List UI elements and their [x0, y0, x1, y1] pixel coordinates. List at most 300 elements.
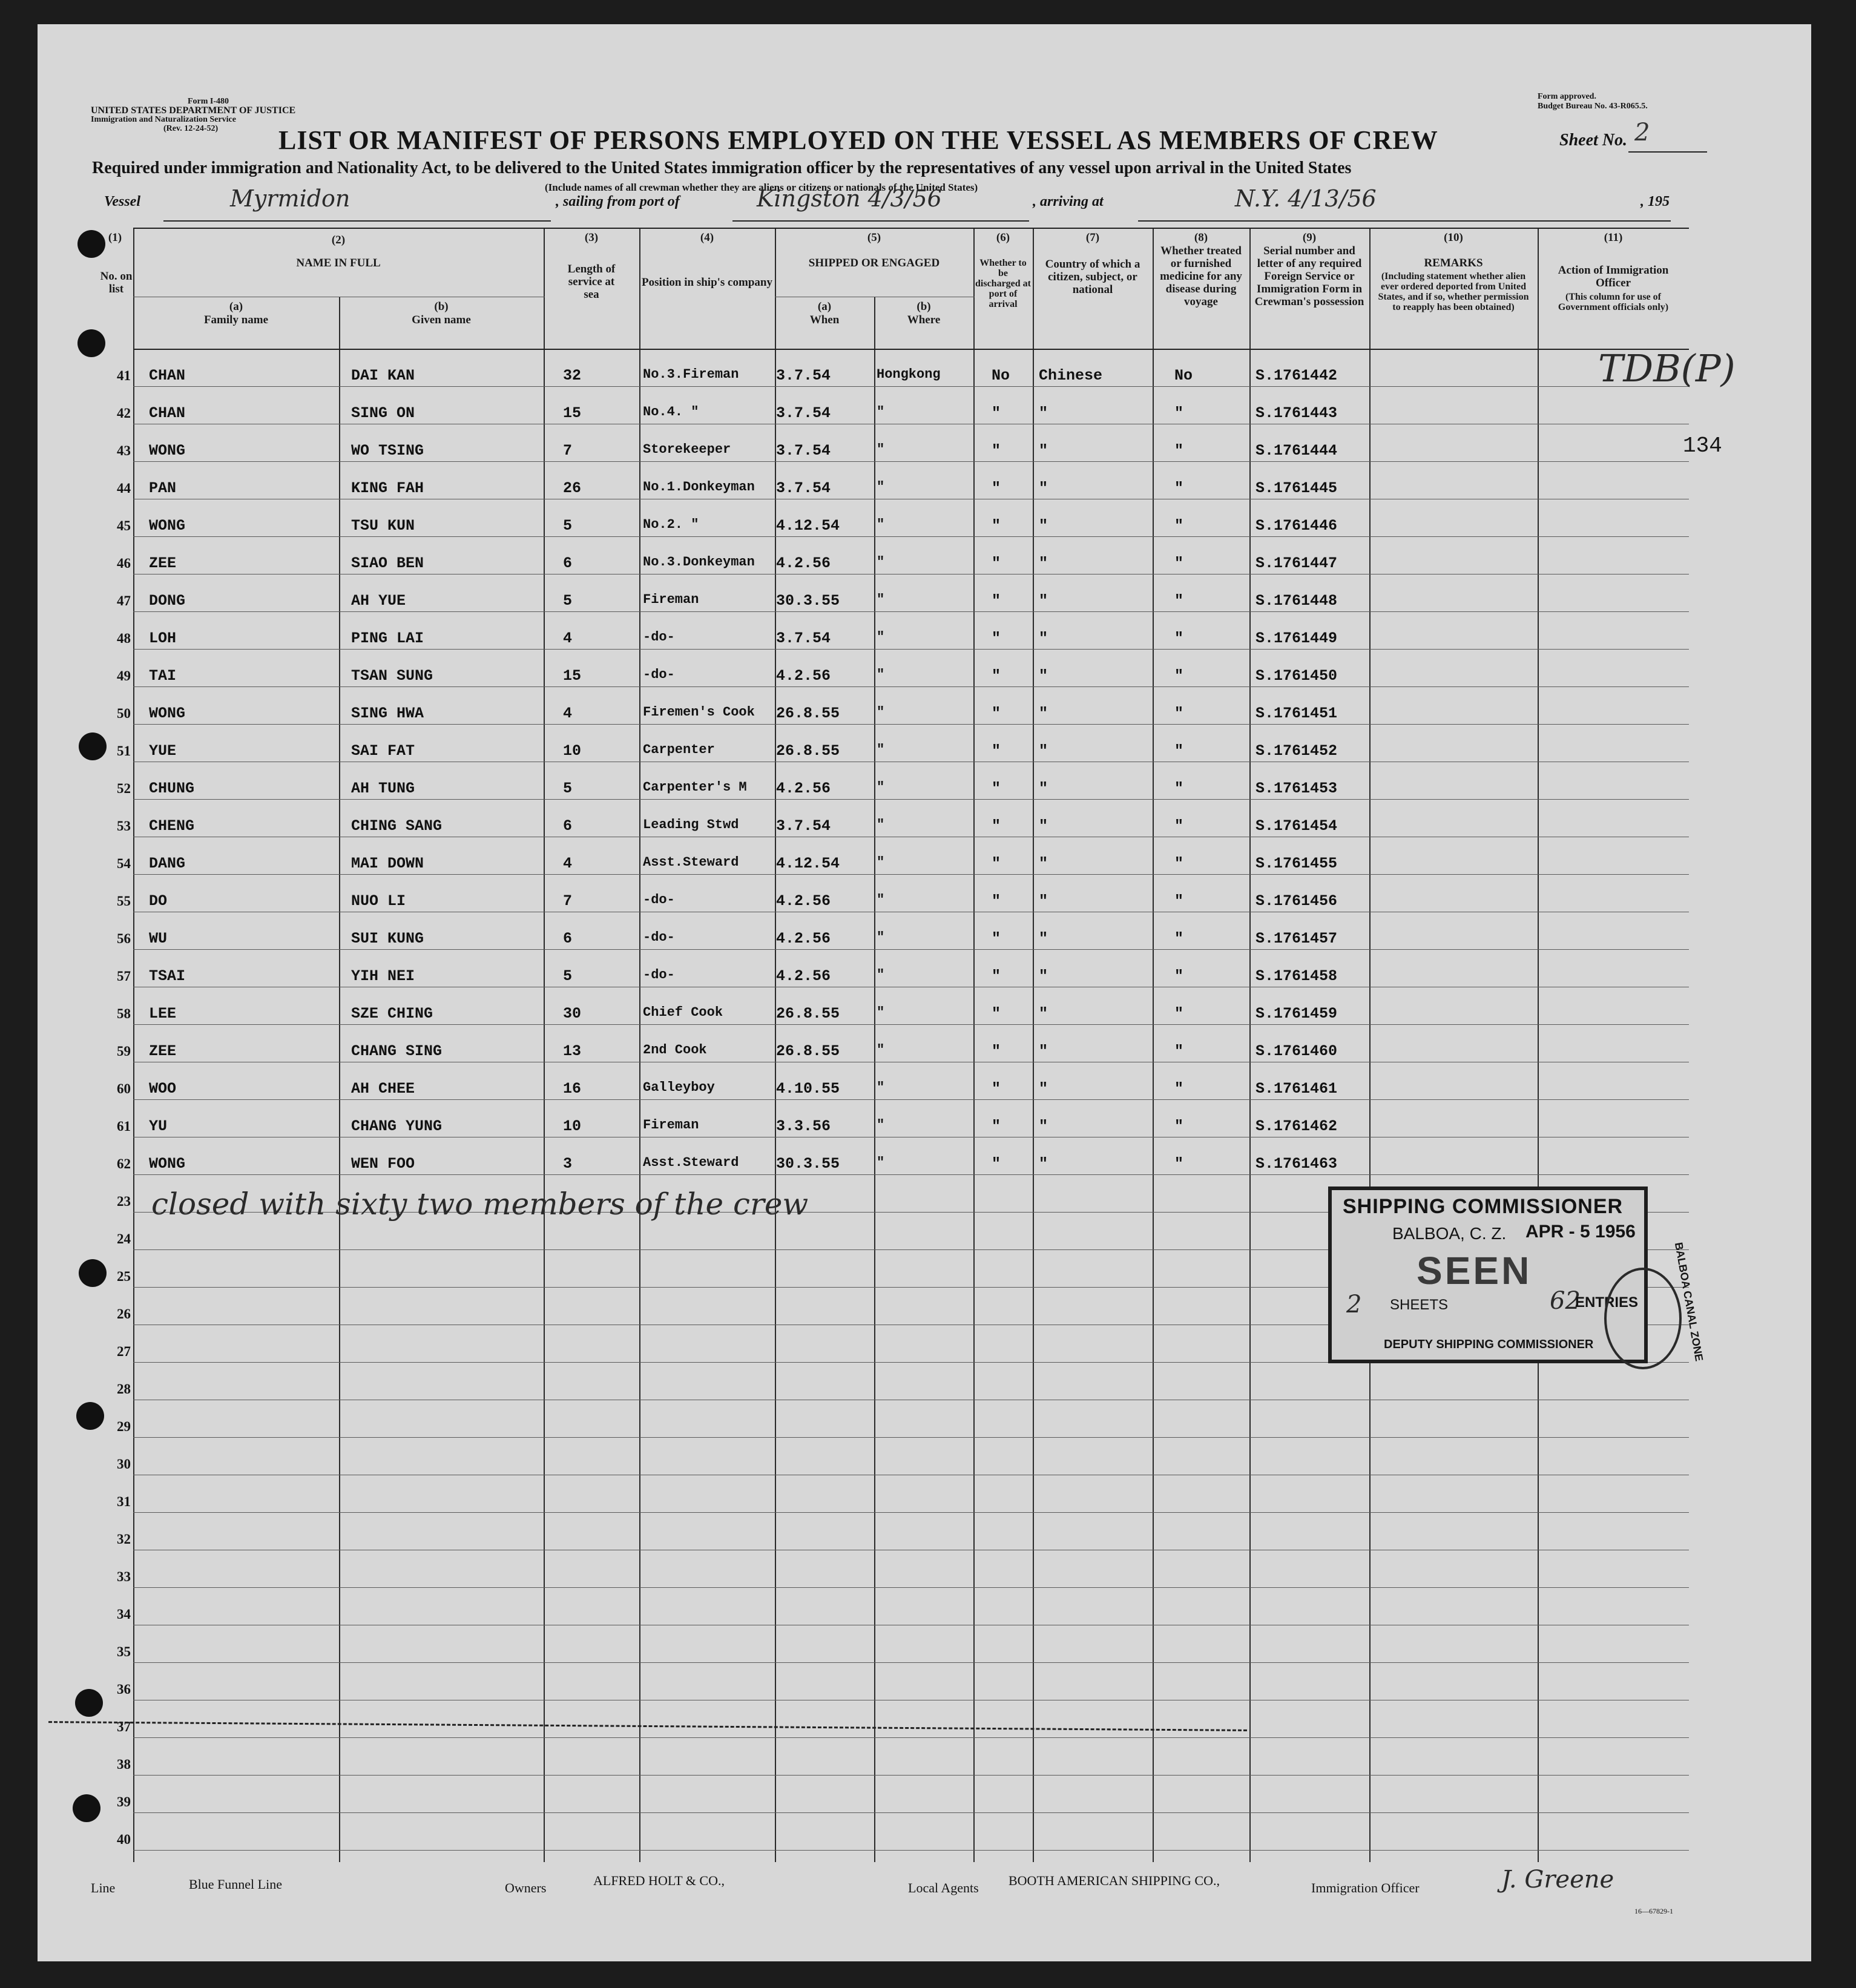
cell-discharge: ": [992, 1155, 1001, 1173]
row-divider: [133, 649, 1689, 650]
row-divider: [133, 1099, 1689, 1100]
cell-when: 4.2.56: [776, 892, 831, 910]
sheet-underline: [1628, 151, 1707, 153]
col5b-header: Where: [907, 314, 941, 326]
col11-header: Action of Immigration Officer: [1558, 264, 1669, 289]
col5-header: SHIPPED OR ENGAGED: [808, 257, 940, 269]
cell-position: Chief Cook: [643, 1005, 723, 1020]
cell-medicine: ": [1174, 742, 1184, 760]
row-divider: [133, 1174, 1689, 1175]
cell-discharge: ": [992, 742, 1001, 760]
cell-family: DANG: [149, 855, 186, 872]
cell-given: NUO LI: [351, 892, 406, 910]
row-number: 51: [117, 743, 131, 759]
cell-country: ": [1039, 517, 1048, 535]
cell-medicine: ": [1174, 780, 1184, 797]
cell-service: 13: [563, 1042, 582, 1060]
row-number: 47: [117, 593, 131, 608]
row-divider: [133, 1812, 1689, 1813]
cell-service: 7: [563, 442, 573, 459]
cell-country: ": [1039, 742, 1048, 760]
cell-where: ": [877, 967, 885, 982]
cell-discharge: ": [992, 930, 1001, 947]
cell-medicine: ": [1174, 630, 1184, 647]
side-number: 134: [1683, 433, 1722, 458]
cell-where: ": [877, 780, 885, 795]
row-divider: [133, 1437, 1689, 1438]
cell-when: 3.7.54: [776, 630, 831, 647]
stamp-date: APR - 5 1956: [1525, 1222, 1636, 1242]
col8-num: (8): [1194, 231, 1208, 244]
col8-header: Whether treated or furnished medicine for any disease during voyage: [1160, 245, 1242, 308]
stamp-sheets-label: SHEETS: [1390, 1297, 1449, 1313]
cell-where: ": [877, 1117, 885, 1133]
cell-serial: S.1761458: [1255, 967, 1338, 985]
stamp-deputy: DEPUTY SHIPPING COMMISSIONER: [1384, 1338, 1594, 1351]
col1-num: (1): [108, 231, 122, 244]
cell-family: LOH: [149, 630, 177, 647]
cell-when: 4.2.56: [776, 930, 831, 947]
row-divider: [133, 799, 1689, 800]
cell-medicine: ": [1174, 479, 1184, 497]
row-divider: [133, 1512, 1689, 1513]
row-number: 24: [117, 1231, 131, 1246]
cell-when: 4.10.55: [776, 1080, 840, 1098]
row-number: 60: [117, 1081, 131, 1096]
col4-header: Position in ship's company: [642, 276, 772, 289]
row-number: 42: [117, 406, 131, 421]
cell-given: SING ON: [351, 404, 415, 422]
col10-header: REMARKS: [1424, 257, 1483, 269]
cell-when: 3.7.54: [776, 479, 831, 497]
cell-given: WO TSING: [351, 442, 424, 459]
budget-bureau: Budget Bureau No. 43-R065.5.: [1538, 102, 1648, 111]
vessel-value: Myrmidon: [230, 185, 350, 212]
cell-when: 4.12.54: [776, 855, 840, 872]
cell-position: Storekeeper: [643, 442, 731, 457]
row-number: 30: [117, 1456, 131, 1472]
cell-family: CHENG: [149, 817, 195, 835]
cell-position: Galleyboy: [643, 1080, 715, 1095]
cell-family: PAN: [149, 479, 177, 497]
stamp-seen: SEEN: [1417, 1249, 1532, 1292]
cell-when: 4.2.56: [776, 555, 831, 572]
cell-medicine: ": [1174, 930, 1184, 947]
cell-country: ": [1039, 1042, 1048, 1060]
cell-where: ": [877, 1155, 885, 1170]
cell-discharge: ": [992, 630, 1001, 647]
footer-agents-value: BOOTH AMERICAN SHIPPING CO.,: [1009, 1873, 1220, 1888]
cell-where: ": [877, 855, 885, 870]
cell-medicine: ": [1174, 855, 1184, 872]
cell-given: TSAN SUNG: [351, 667, 433, 685]
cell-serial: S.1761453: [1255, 780, 1338, 797]
cell-discharge: ": [992, 479, 1001, 497]
arriving-underline: [1138, 220, 1671, 222]
row-number: 48: [117, 631, 131, 646]
cell-where: ": [877, 930, 885, 945]
cell-country: ": [1039, 892, 1048, 910]
row-number: 58: [117, 1006, 131, 1021]
cell-discharge: ": [992, 817, 1001, 835]
col9-header: Serial number and letter of any required Foreign Service or Immigration Form in Crewman's possession: [1254, 245, 1364, 308]
cell-family: CHAN: [149, 404, 186, 422]
row-divider: [133, 1662, 1689, 1663]
arriving-label: , arriving at: [1033, 194, 1104, 209]
cell-family: CHAN: [149, 367, 186, 384]
cell-service: 6: [563, 930, 573, 947]
cell-when: 26.8.55: [776, 742, 840, 760]
cell-medicine: ": [1174, 442, 1184, 459]
cell-where: ": [877, 404, 885, 420]
col5-num: (5): [867, 231, 881, 244]
row-number: 41: [117, 368, 131, 383]
sheet-number: 2: [1634, 119, 1650, 146]
cell-medicine: ": [1174, 1155, 1184, 1173]
cell-discharge: No: [992, 367, 1010, 384]
cell-where: ": [877, 479, 885, 495]
cell-position: -do-: [643, 967, 675, 982]
sheet-label: Sheet No.: [1559, 131, 1627, 150]
col7-num: (7): [1085, 231, 1100, 244]
cell-position: Leading Stwd: [643, 817, 739, 832]
cell-position: No.4. ": [643, 404, 699, 420]
cell-position: Asst.Steward: [643, 855, 739, 870]
stamp-entries-label: ENTRIES: [1575, 1294, 1639, 1311]
cell-discharge: ": [992, 1080, 1001, 1098]
cell-medicine: ": [1174, 892, 1184, 910]
cell-medicine: ": [1174, 555, 1184, 572]
row-number: 54: [117, 856, 131, 871]
col10-num: (10): [1444, 231, 1463, 244]
cell-family: TSAI: [149, 967, 186, 985]
row-number: 62: [117, 1156, 131, 1171]
col2a-num: (a): [229, 300, 243, 313]
cell-when: 26.8.55: [776, 1005, 840, 1022]
sailing-value: Kingston 4/3/56: [757, 185, 942, 212]
service: Immigration and Naturalization Service: [91, 115, 236, 124]
cell-given: SUI KUNG: [351, 930, 424, 947]
stamp-title: SHIPPING COMMISSIONER: [1343, 1195, 1624, 1218]
cell-country: ": [1039, 1080, 1048, 1098]
cell-discharge: ": [992, 555, 1001, 572]
cell-service: 4: [563, 705, 573, 722]
cell-service: 4: [563, 630, 573, 647]
sailing-label: , sailing from port of: [556, 194, 680, 209]
cell-when: 30.3.55: [776, 592, 840, 610]
cell-discharge: ": [992, 705, 1001, 722]
row-number: 44: [117, 481, 131, 496]
cell-service: 5: [563, 592, 573, 610]
col2-num: (2): [331, 234, 346, 246]
cell-serial: S.1761446: [1255, 517, 1338, 535]
page-title: LIST OR MANIFEST OF PERSONS EMPLOYED ON THE VESSEL AS MEMBERS OF CREW: [278, 125, 1438, 155]
cell-serial: S.1761444: [1255, 442, 1338, 459]
cell-service: 5: [563, 967, 573, 985]
footer-line-label: Line: [91, 1880, 116, 1895]
footer-officer-signature: J. Greene: [1501, 1866, 1614, 1894]
row-number: 32: [117, 1532, 131, 1547]
row-divider: [133, 611, 1689, 612]
col5a-header: When: [809, 314, 840, 326]
cell-country: ": [1039, 442, 1048, 459]
row-divider: [133, 686, 1689, 687]
tdb-annotation: TDB(P): [1598, 346, 1736, 390]
cell-discharge: ": [992, 592, 1001, 610]
cell-service: 6: [563, 555, 573, 572]
row-number: 26: [117, 1306, 131, 1321]
cell-where: Hongkong: [877, 367, 941, 382]
cell-when: 4.2.56: [776, 780, 831, 797]
cell-where: ": [877, 555, 885, 570]
cell-when: 3.7.54: [776, 404, 831, 422]
cell-given: CHANG SING: [351, 1042, 443, 1060]
cell-service: 10: [563, 742, 582, 760]
cell-position: Fireman: [643, 592, 699, 607]
cell-family: WONG: [149, 442, 186, 459]
row-number: 46: [117, 556, 131, 571]
row-number: 49: [117, 668, 131, 683]
cell-medicine: ": [1174, 592, 1184, 610]
cell-medicine: ": [1174, 517, 1184, 535]
cell-service: 6: [563, 817, 573, 835]
cell-position: 2nd Cook: [643, 1042, 707, 1058]
row-number: 52: [117, 781, 131, 796]
cell-serial: S.1761443: [1255, 404, 1338, 422]
cell-where: ": [877, 1042, 885, 1058]
cell-serial: S.1761448: [1255, 592, 1338, 610]
cell-discharge: ": [992, 780, 1001, 797]
footer-owners-label: Owners: [505, 1880, 547, 1895]
cell-serial: S.1761462: [1255, 1117, 1338, 1135]
cell-service: 32: [563, 367, 582, 384]
cell-when: 30.3.55: [776, 1155, 840, 1173]
cell-family: YUE: [149, 742, 177, 760]
cell-serial: S.1761449: [1255, 630, 1338, 647]
cell-country: ": [1039, 630, 1048, 647]
row-number: 34: [117, 1607, 131, 1622]
cell-when: 26.8.55: [776, 705, 840, 722]
col3-num: (3): [584, 231, 599, 244]
cell-given: TSU KUN: [351, 517, 415, 535]
cell-given: DAI KAN: [351, 367, 415, 384]
cell-service: 4: [563, 855, 573, 872]
cell-medicine: ": [1174, 1005, 1184, 1022]
shipping-commissioner-stamp: [1328, 1187, 1648, 1363]
row-divider: [133, 874, 1689, 875]
cell-where: ": [877, 630, 885, 645]
row-number: 33: [117, 1569, 131, 1584]
cell-position: -do-: [643, 667, 675, 682]
row-number: 56: [117, 931, 131, 946]
cell-service: 30: [563, 1005, 582, 1022]
cell-when: 3.3.56: [776, 1117, 831, 1135]
cell-medicine: ": [1174, 705, 1184, 722]
cell-given: AH TUNG: [351, 780, 415, 797]
col2a-header: Family name: [203, 314, 269, 326]
row-divider: [133, 1737, 1689, 1738]
cell-country: ": [1039, 967, 1048, 985]
cell-country: Chinese: [1039, 367, 1103, 384]
cell-serial: S.1761442: [1255, 367, 1338, 384]
cell-position: -do-: [643, 930, 675, 945]
cell-when: 4.2.56: [776, 967, 831, 985]
col4-num: (4): [700, 231, 714, 244]
vessel-underline: [163, 220, 551, 222]
cell-when: 3.7.54: [776, 817, 831, 835]
cell-country: ": [1039, 855, 1048, 872]
cell-serial: S.1761447: [1255, 555, 1338, 572]
cell-family: WONG: [149, 705, 186, 722]
cell-discharge: ": [992, 1042, 1001, 1060]
cell-position: Carpenter: [643, 742, 715, 757]
cell-when: 3.7.54: [776, 442, 831, 459]
cell-serial: S.1761452: [1255, 742, 1338, 760]
col10-note: (Including statement whether alien ever ordered deported from United States, and if so, whether permission to reapply has been obtained): [1378, 271, 1529, 312]
cell-family: WONG: [149, 1155, 186, 1173]
cell-given: PING LAI: [351, 630, 424, 647]
row-divider: [133, 386, 1689, 387]
cell-where: ": [877, 442, 885, 457]
row-number: 61: [117, 1119, 131, 1134]
footer-agents-label: Local Agents: [908, 1880, 979, 1895]
row-number: 28: [117, 1381, 131, 1397]
col2b-num: (b): [434, 300, 449, 313]
form-header-right: [1538, 92, 1648, 111]
stamp-entries-count: 62: [1550, 1287, 1581, 1315]
cell-family: DONG: [149, 592, 186, 610]
cell-medicine: No: [1174, 367, 1193, 384]
sailing-underline: [732, 220, 1029, 222]
cell-family: WONG: [149, 517, 186, 535]
cell-given: YIH NEI: [351, 967, 415, 985]
cell-position: -do-: [643, 630, 675, 645]
cell-family: DO: [149, 892, 168, 910]
cell-given: CHANG YUNG: [351, 1117, 443, 1135]
cell-family: TAI: [149, 667, 177, 685]
cell-discharge: ": [992, 667, 1001, 685]
cell-discharge: ": [992, 967, 1001, 985]
row-number: 31: [117, 1494, 131, 1509]
cell-given: CHING SANG: [351, 817, 443, 835]
cell-serial: S.1761460: [1255, 1042, 1338, 1060]
cell-service: 16: [563, 1080, 582, 1098]
cell-country: ": [1039, 592, 1048, 610]
cell-serial: S.1761457: [1255, 930, 1338, 947]
cell-position: Carpenter's M: [643, 780, 747, 795]
cell-position: Firemen's Cook: [643, 705, 755, 720]
row-number: 45: [117, 518, 131, 533]
balboa-seal: [1604, 1268, 1682, 1369]
footer-line-value: Blue Funnel Line: [189, 1877, 282, 1892]
cell-family: ZEE: [149, 555, 177, 572]
cell-serial: S.1761461: [1255, 1080, 1338, 1098]
cell-medicine: ": [1174, 1042, 1184, 1060]
cell-serial: S.1761455: [1255, 855, 1338, 872]
row-number: 55: [117, 894, 131, 909]
col2-header: NAME IN FULL: [296, 257, 381, 269]
cell-country: ": [1039, 817, 1048, 835]
cell-given: AH CHEE: [351, 1080, 415, 1098]
row-number: 23: [117, 1194, 131, 1209]
row-number: 43: [117, 443, 131, 458]
cell-where: ": [877, 1005, 885, 1020]
seal-text: BALBOA CANAL ZONE: [1672, 1241, 1706, 1363]
cell-serial: S.1761451: [1255, 705, 1338, 722]
row-number: 27: [117, 1344, 131, 1359]
cell-country: ": [1039, 780, 1048, 797]
closed-note: closed with sixty two members of the crew: [151, 1187, 809, 1222]
cell-where: ": [877, 817, 885, 832]
cell-country: ": [1039, 1005, 1048, 1022]
cell-country: ": [1039, 404, 1048, 422]
cell-when: 4.2.56: [776, 667, 831, 685]
cell-position: No.3.Fireman: [643, 367, 739, 382]
cell-country: ": [1039, 479, 1048, 497]
cell-where: ": [877, 742, 885, 757]
cell-family: WU: [149, 930, 168, 947]
form-code: 16—67829-1: [1634, 1907, 1673, 1915]
cell-service: 5: [563, 780, 573, 797]
row-number: 36: [117, 1682, 131, 1697]
form-number: Form I-480: [188, 97, 229, 106]
col2b-header: Given name: [412, 314, 471, 326]
row-number: 40: [117, 1832, 131, 1847]
cell-service: 15: [563, 404, 582, 422]
row-divider: [133, 536, 1689, 537]
row-divider: [133, 724, 1689, 725]
cell-where: ": [877, 592, 885, 607]
year-label: , 195: [1640, 194, 1670, 209]
cell-when: 26.8.55: [776, 1042, 840, 1060]
cell-service: 15: [563, 667, 582, 685]
cell-serial: S.1761456: [1255, 892, 1338, 910]
cell-medicine: ": [1174, 967, 1184, 985]
row-number: 35: [117, 1644, 131, 1659]
cell-where: ": [877, 705, 885, 720]
cell-country: ": [1039, 930, 1048, 947]
row-divider: [133, 1850, 1689, 1851]
form-approved: Form approved.: [1538, 92, 1596, 101]
cell-family: ZEE: [149, 1042, 177, 1060]
col6-num: (6): [996, 231, 1010, 244]
col7-header: Country of which a citizen, subject, or national: [1045, 258, 1140, 296]
cell-family: CHUNG: [149, 780, 195, 797]
revision: (Rev. 12-24-52): [163, 124, 219, 133]
col9-num: (9): [1302, 231, 1317, 244]
row-divider: [133, 949, 1689, 950]
cell-position: No.1.Donkeyman: [643, 479, 755, 495]
cell-medicine: ": [1174, 1117, 1184, 1135]
cell-country: ": [1039, 1117, 1048, 1135]
cell-position: No.2. ": [643, 517, 699, 532]
cell-where: ": [877, 667, 885, 682]
cell-discharge: ": [992, 404, 1001, 422]
row-number: 25: [117, 1269, 131, 1284]
row-number: 59: [117, 1044, 131, 1059]
cell-service: 7: [563, 892, 573, 910]
cell-medicine: ": [1174, 404, 1184, 422]
cell-given: SAI FAT: [351, 742, 415, 760]
cell-family: WOO: [149, 1080, 177, 1098]
vessel-label: Vessel: [104, 194, 140, 209]
col5b-num: (b): [916, 300, 931, 313]
cell-position: No.3.Donkeyman: [643, 555, 755, 570]
cell-position: Fireman: [643, 1117, 699, 1133]
col11-num: (11): [1604, 231, 1623, 244]
footer-officer-label: Immigration Officer: [1311, 1880, 1420, 1895]
cell-position: -do-: [643, 892, 675, 907]
